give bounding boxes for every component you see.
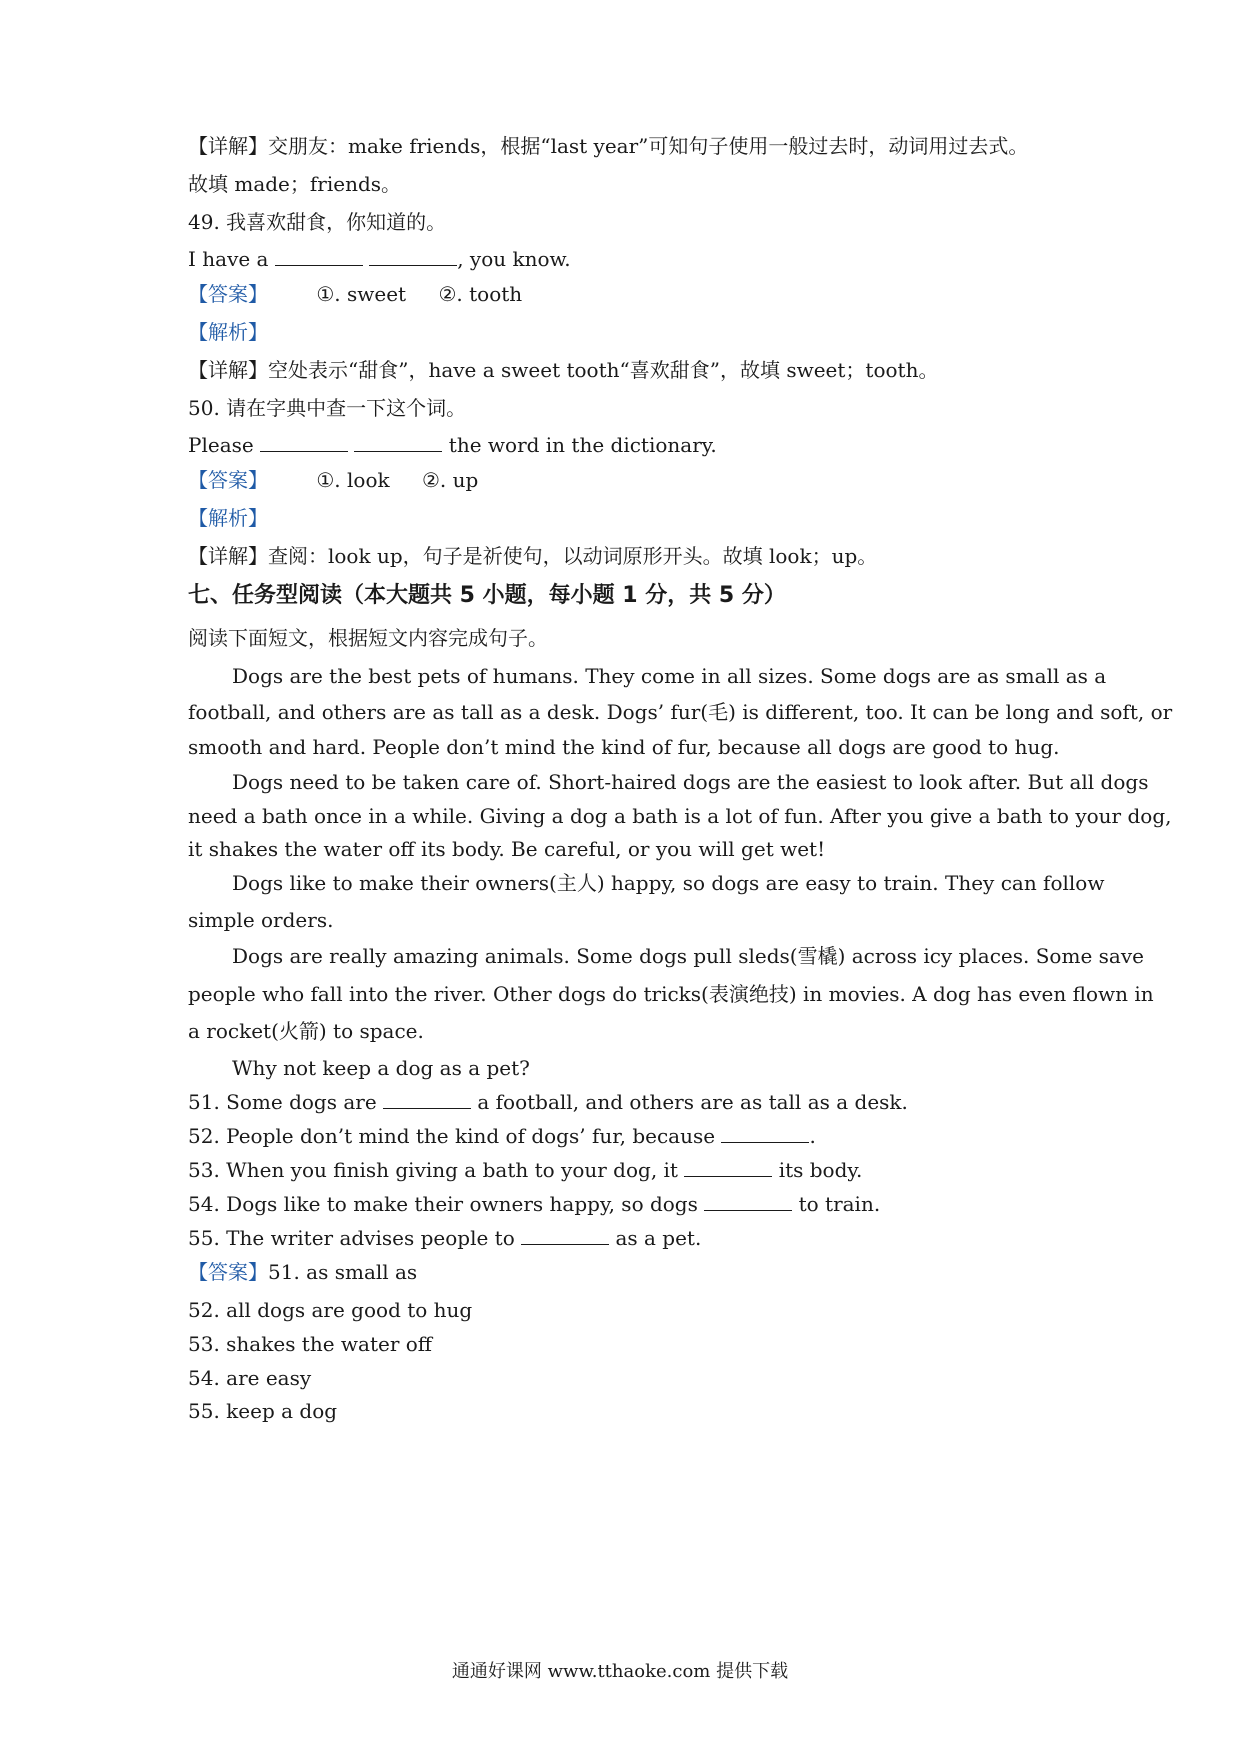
- answer-54: 54. are easy: [188, 1366, 312, 1390]
- answer-50-2: ②. up: [421, 468, 479, 492]
- answer-49-2: ②. tooth: [438, 282, 523, 306]
- answer-53: 53. shakes the water off: [188, 1332, 433, 1356]
- page-footer: 通通好课网 www.tthaoke.com 提供下载: [451, 1661, 789, 1682]
- answer-50: [188, 466, 478, 494]
- answer-52: 52. all dogs are good to hug: [188, 1298, 473, 1322]
- question-50-pre: Please: [188, 433, 254, 457]
- passage-line: a rocket(火箭) to space.: [188, 1019, 424, 1043]
- answer-blank: [684, 1158, 772, 1177]
- passage-line: need a bath once in a while. Giving a dog a bath is a lot of fun. After you give a bath to your dog,: [188, 804, 1172, 828]
- answer-49: [188, 280, 522, 308]
- question-49-post: , you know.: [457, 247, 571, 271]
- passage-line: Dogs are really amazing animals. Some dogs pull sleds(雪橇) across icy places. Some save: [232, 944, 1144, 968]
- answer-blank: [369, 247, 457, 266]
- answer-tag: 【答案】: [188, 468, 268, 492]
- passage-line: people who fall into the river. Other dogs do tricks(表演绝技) in movies. A dog has even flown in: [188, 982, 1154, 1006]
- question-54: 54. Dogs like to make their owners happy, so dogs to train.: [188, 1192, 881, 1216]
- passage-line: it shakes the water off its body. Be careful, or you will get wet!: [188, 837, 826, 861]
- question-55: 55. The writer advises people to as a pet.: [188, 1226, 702, 1250]
- passage-line: Dogs like to make their owners(主人) happy, so dogs are easy to train. They can follow: [232, 871, 1105, 895]
- question-53: 53. When you finish giving a bath to your dog, it its body.: [188, 1158, 863, 1182]
- answer-blank: [260, 433, 348, 452]
- passage-line: smooth and hard. People don’t mind the kind of fur, because all dogs are good to hug.: [188, 735, 1060, 759]
- answer-tag: 【答案】: [188, 282, 268, 306]
- question-51: 51. Some dogs are a football, and others are as tall as a desk.: [188, 1090, 908, 1114]
- answer-blank: [383, 1090, 471, 1109]
- answer-blank: [354, 433, 442, 452]
- analysis-tag-49: 【解析】: [188, 320, 268, 344]
- question-49-pre: I have a: [188, 247, 269, 271]
- question-49-chinese: 49. 我喜欢甜食，你知道的。: [188, 210, 447, 234]
- answer-blank: [521, 1226, 609, 1245]
- detail-line-48-answer: 故填 made；friends。: [188, 172, 402, 196]
- question-52: 52. People don’t mind the kind of dogs’ fur, because .: [188, 1124, 816, 1148]
- answer-tag: 【答案】: [188, 1260, 268, 1284]
- passage-line: football, and others are as tall as a desk. Dogs’ fur(毛) is different, too. It can be long and soft, or: [188, 700, 1173, 724]
- question-50-chinese: 50. 请在字典中查一下这个词。: [188, 396, 467, 420]
- answer-49-1: ①. sweet: [316, 282, 407, 306]
- section-title: 七、任务型阅读（本大题共 5 小题，每小题 1 分，共 5 分）: [188, 583, 786, 608]
- question-50-english: [188, 431, 717, 459]
- section-instruction: 阅读下面短文，根据短文内容完成句子。: [188, 626, 548, 650]
- question-50-post: the word in the dictionary.: [448, 433, 717, 457]
- passage-line: simple orders.: [188, 908, 334, 932]
- answer-blank: [704, 1192, 792, 1211]
- answer-50-1: ①. look: [316, 468, 390, 492]
- answer-55: 55. keep a dog: [188, 1399, 338, 1423]
- detail-50: 【详解】查阅：look up，句子是祈使句，以动词原形开头。故填 look；up。: [188, 544, 878, 568]
- passage-line: Dogs need to be taken care of. Short-haired dogs are the easiest to look after. But all dogs: [232, 770, 1149, 794]
- passage-line: Why not keep a dog as a pet?: [232, 1056, 530, 1080]
- answer-blank: [275, 247, 363, 266]
- analysis-tag-50: 【解析】: [188, 506, 268, 530]
- answer-blank: [721, 1124, 809, 1143]
- question-49-english: [188, 245, 571, 273]
- answer-51: 【答案】51. as small as: [188, 1260, 418, 1284]
- detail-line-48: 【详解】交朋友：make friends，根据“last year”可知句子使用一般过去时，动词用过去式。: [188, 134, 1029, 158]
- detail-49: 【详解】空处表示“甜食”，have a sweet tooth“喜欢甜食”，故填 sweet；tooth。: [188, 358, 939, 382]
- passage-line: Dogs are the best pets of humans. They come in all sizes. Some dogs are as small as a: [232, 664, 1107, 688]
